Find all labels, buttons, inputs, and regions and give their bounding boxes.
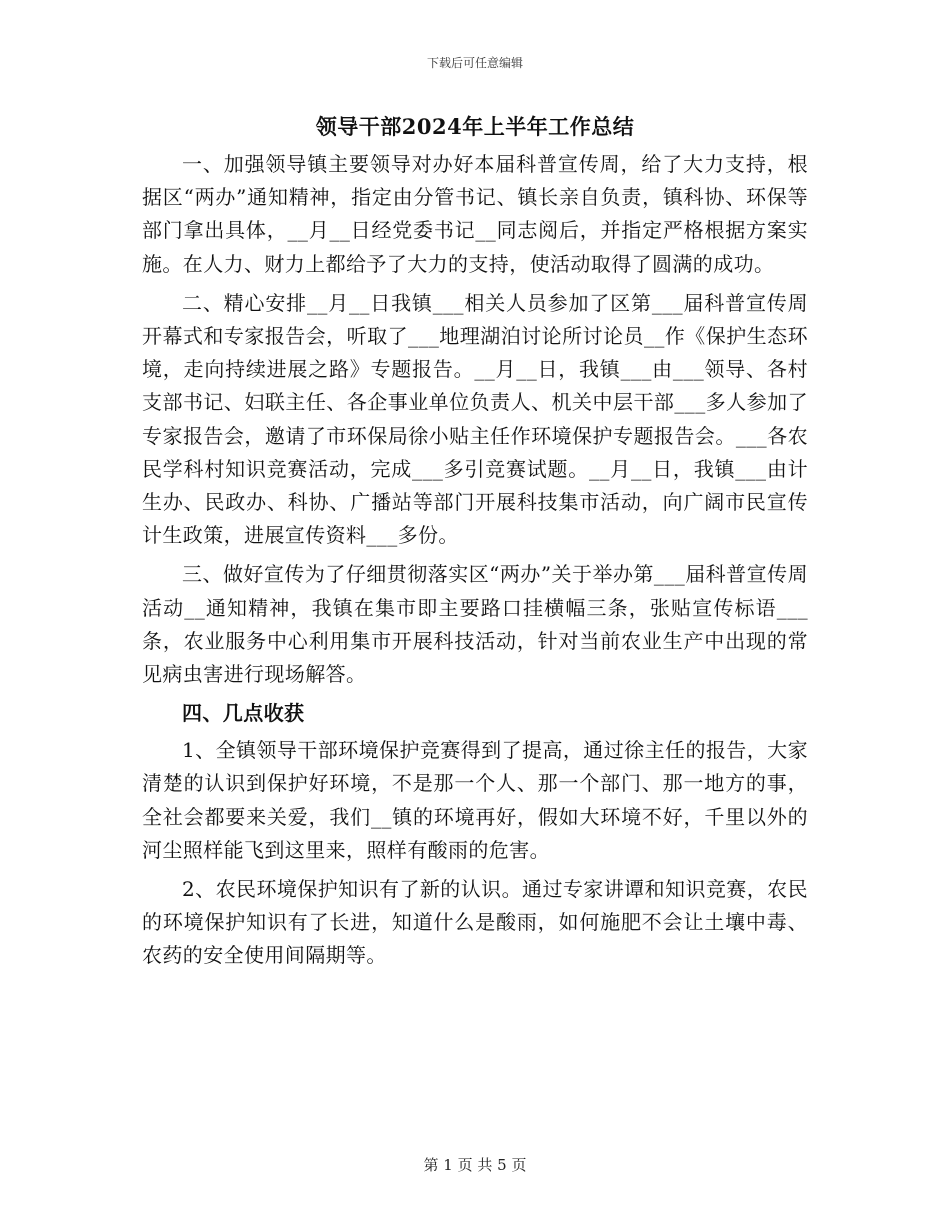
document-body <box>142 110 808 979</box>
document-title: 领导干部2024年上半年工作总结 <box>315 114 635 139</box>
section-4-heading: 四、几点收获 <box>182 701 305 726</box>
paragraph-section-2: 二、精心安排__月__日我镇___相关人员参加了区第___届科普宣传周开幕式和专家报告会，听取了___地理湖泊讨论所讨论员__作《保护生态环境，走向持续进展之路》专题报告。__月__日，我镇___由___领导、各村支部书记、妇联主任、各企事业单位负责人、机关中层干部___多人参加了专家报告会，邀请了市环保局徐小贴主任作环境保护专题报告会。___各农民学科村知识竞赛活动，完成___多引竞赛试题。__月__日，我镇___由计生办、民政办、科协、广播站等部门开展科技集市活动，向广阔市民宣传计生政策，进展宣传资料___多份。 <box>142 290 808 548</box>
section-4-item-1: 1、全镇领导干部环境保护竞赛得到了提高，通过徐主任的报告，大家清楚的认识到保护好环境，不是那一个人、那一个部门、那一地方的事，全社会都要来关爱，我们__镇的环境再好，假如大环境不好，千里以外的河尘照样能飞到这里来，照样有酸雨的危害。 <box>142 738 808 862</box>
header-note: 下载后可任意编辑 <box>426 56 523 70</box>
page-number-footer: 第 1 页 共 5 页 <box>423 1156 527 1174</box>
section-4-item-2: 2、农民环境保护知识有了新的认识。通过专家讲谭和知识竞赛，农民的环境保护知识有了长进，知道什么是酸雨，如何施肥不会让土壤中毒、农药的安全使用间隔期等。 <box>142 877 808 968</box>
paragraph-section-3: 三、做好宣传为了仔细贯彻落实区“两办”关于举办第___届科普宣传周活动__通知精神，我镇在集市即主要路口挂横幅三条，张贴宣传标语___条，农业服务中心利用集市开展科技活动，针对当前农业生产中出现的常见病虫害进行现场解答。 <box>142 562 808 687</box>
paragraph-section-1: 一、加强领导镇主要领导对办好本届科普宣传周，给了大力支持，根据区“两办”通知精神，指定由分管书记、镇长亲自负责，镇科协、环保等部门拿出具体，__月__日经党委书记__同志阅后，并指定严格根据方案实施。在人力、财力上都给予了大力的支持，使活动取得了圆满的成功。 <box>142 152 808 276</box>
